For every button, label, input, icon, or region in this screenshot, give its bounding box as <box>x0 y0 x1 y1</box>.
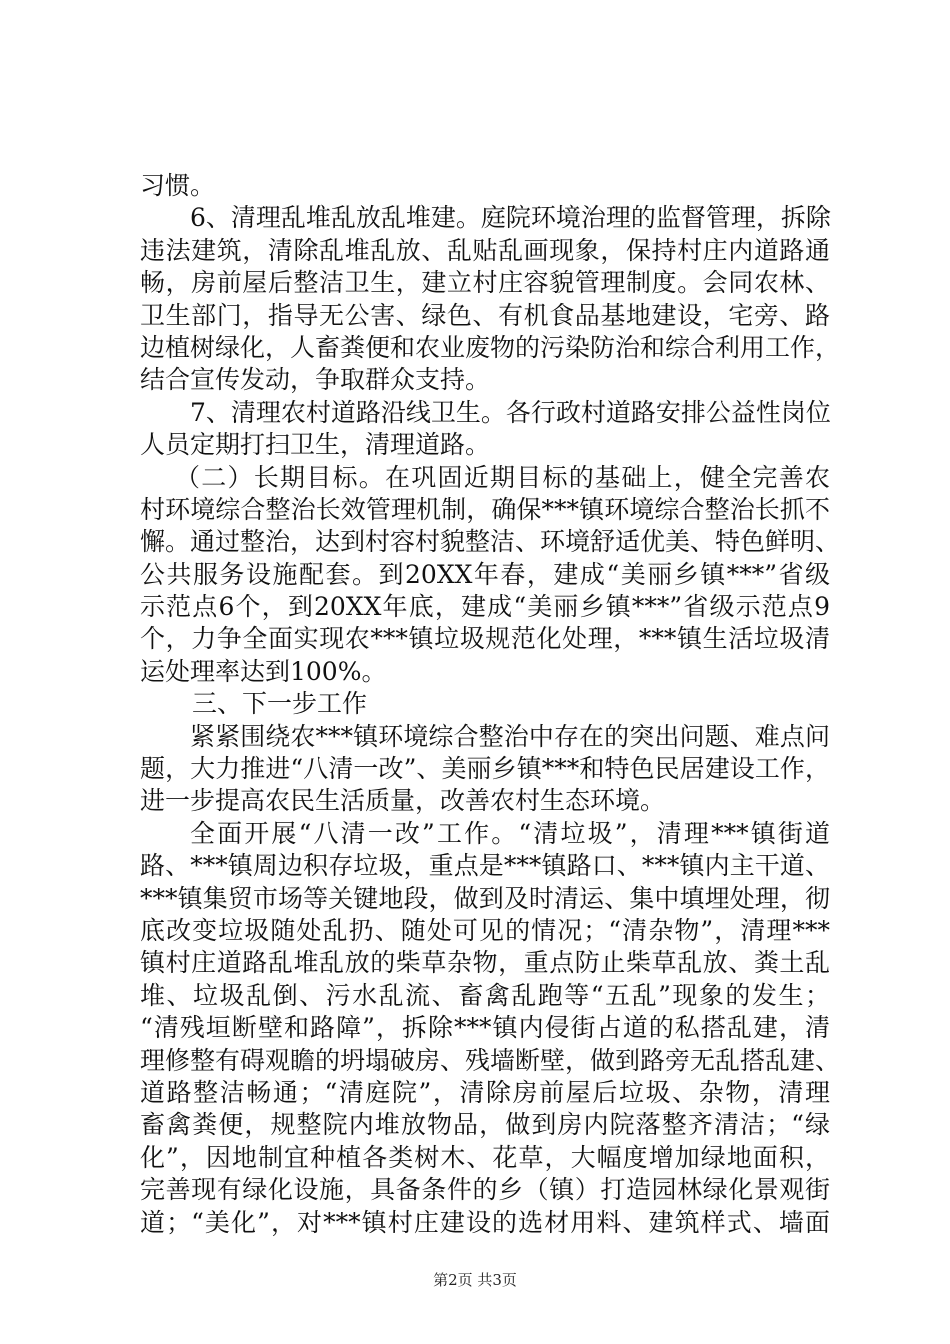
text-line: 底改变垃圾随处乱扔、随处可见的情况；“清杂物”，清理*** <box>140 915 830 945</box>
text-line: 运处理率达到100%。 <box>140 656 387 686</box>
text-line: 卫生部门，指导无公害、绿色、有机食品基地建设，宅旁、路 <box>140 300 830 330</box>
text-line: 个，力争全面实现农***镇垃圾规范化处理，***镇生活垃圾清 <box>140 624 830 654</box>
text-line: 结合宣传发动，争取群众支持。 <box>140 365 491 395</box>
text-line: 6、清理乱堆乱放乱堆建。庭院环境治理的监督管理，拆除 <box>190 203 831 233</box>
page-footer <box>0 1270 950 1290</box>
text-line: （二）长期目标。在巩固近期目标的基础上，健全完善农 <box>175 462 830 492</box>
text-line: 路、***镇周边积存垃圾，重点是***镇路口、***镇内主干道、 <box>140 851 830 881</box>
text-line: “清残垣断壁和路障”，拆除***镇内侵街占道的私搭乱建，清 <box>140 1013 830 1043</box>
text-line: 题，大力推进“八清一改”、美丽乡镇***和特色民居建设工作， <box>140 754 830 784</box>
text-line: 全面开展“八清一改”工作。“清垃圾”，清理***镇街道 <box>190 818 830 848</box>
text-line: 紧紧围绕农***镇环境综合整治中存在的突出问题、难点问 <box>190 721 830 751</box>
text-line: 人员定期打扫卫生，清理道路。 <box>140 430 491 460</box>
page-number: 第2页 共3页 <box>433 1271 517 1289</box>
text-line: 违法建筑，清除乱堆乱放、乱贴乱画现象，保持村庄内道路通 <box>140 235 830 265</box>
text-line: 理修整有碍观瞻的坍塌破房、残墙断壁，做到路旁无乱搭乱建、 <box>140 1045 841 1075</box>
text-line: 公共服务设施配套。到20XX年春，建成“美丽乡镇***”省级 <box>140 559 830 589</box>
text-line: 完善现有绿化设施，具备条件的乡（镇）打造园林绿化景观街 <box>140 1175 830 1205</box>
text-line: 村环境综合整治长效管理机制，确保***镇环境综合整治长抓不 <box>140 494 830 524</box>
text-line: 畜禽粪便，规整院内堆放物品，做到房内院落整齐清洁；“绿 <box>140 1110 830 1140</box>
text-line: 进一步提高农民生活质量，改善农村生态环境。 <box>140 786 666 816</box>
text-line: 边植树绿化，人畜粪便和农业废物的污染防治和综合利用工作， <box>140 332 841 362</box>
text-line: ***镇集贸市场等关键地段，做到及时清运、集中填埋处理，彻 <box>140 883 830 913</box>
body-text <box>140 170 841 1239</box>
text-line: 镇村庄道路乱堆乱放的柴草杂物，重点防止柴草乱放、粪土乱 <box>140 948 830 978</box>
text-line: 7、清理农村道路沿线卫生。各行政村道路安排公益性岗位 <box>190 397 831 427</box>
text-line: 道路整洁畅通；“清庭院”，清除房前屋后垃圾、杂物，清理 <box>140 1077 830 1107</box>
text-line: 习惯。 <box>140 171 216 200</box>
text-line: 畅，房前屋后整洁卫生，建立村庄容貌管理制度。会同农林、 <box>140 268 830 298</box>
text-line: 堆、垃圾乱倒、污水乱流、畜禽乱跑等“五乱”现象的发生； <box>140 980 830 1010</box>
text-line: 道；“美化”，对***镇村庄建设的选材用料、建筑样式、墙面 <box>140 1207 830 1237</box>
section-heading: 三、下一步工作 <box>192 689 368 719</box>
text-line: 示范点6个，到20XX年底，建成“美丽乡镇***”省级示范点9 <box>140 592 830 622</box>
text-line: 化”，因地制宜种植各类树木、花草，大幅度增加绿地面积， <box>140 1142 830 1172</box>
text-line: 懈。通过整治，达到村容村貌整洁、环境舒适优美、特色鲜明、 <box>140 527 841 557</box>
